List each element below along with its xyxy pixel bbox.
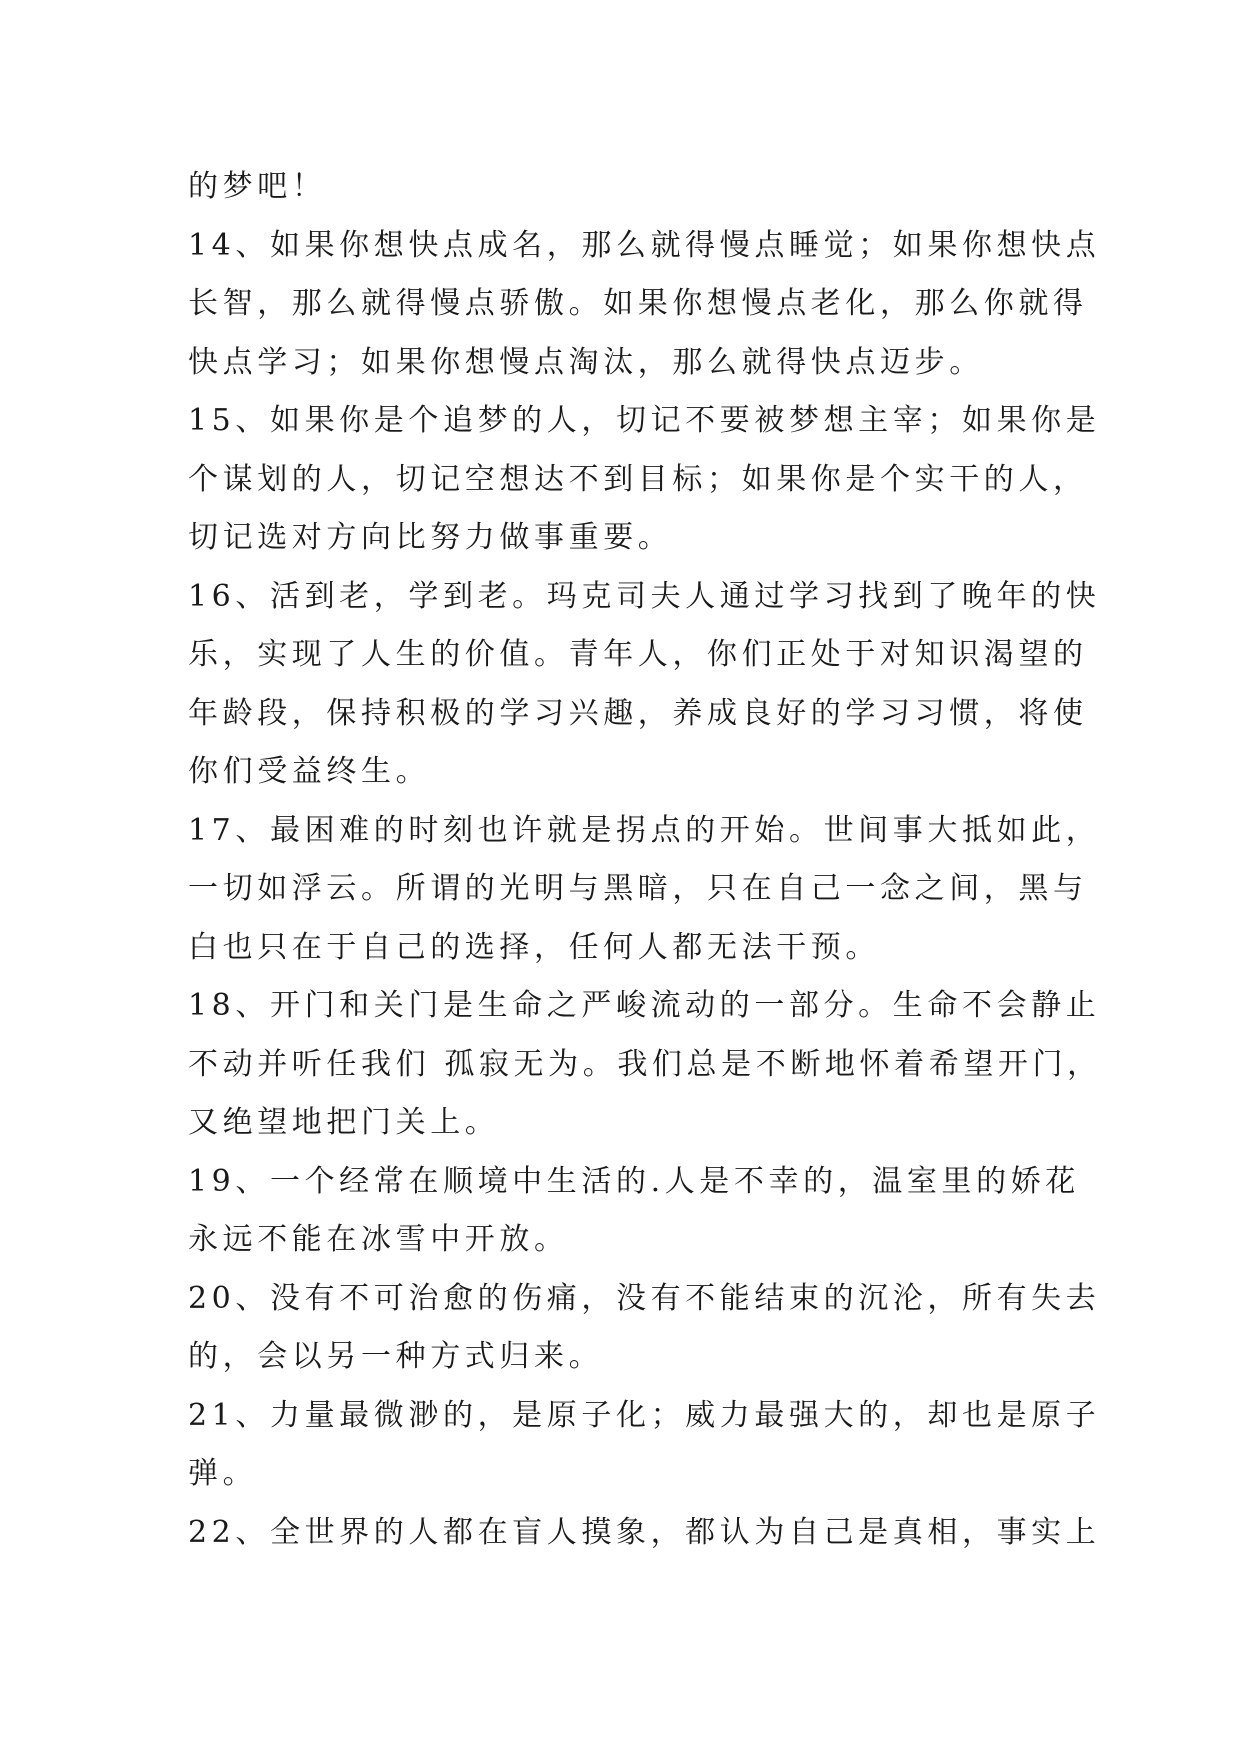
text-line: 21、力量最微渺的，是原子化；威力最强大的，却也是原子 xyxy=(188,1397,1101,1433)
text-line: 你们受益终生。 xyxy=(188,754,431,789)
text-line: 14、如果你想快点成名，那么就得慢点睡觉；如果你想快点 xyxy=(188,227,1101,263)
text-line: 22、全世界的人都在盲人摸象，都认为自己是真相，事实上 xyxy=(188,1514,1101,1550)
text-line: 个谋划的人，切记空想达不到目标；如果你是个实干的人， xyxy=(188,461,1088,497)
text-line: 乐，实现了人生的价值。青年人，你们正处于对知识渴望的 xyxy=(188,637,1088,672)
text-line: 17、最困难的时刻也许就是拐点的开始。世间事大抵如此， xyxy=(188,812,1101,848)
text-line: 永远不能在冰雪中开放。 xyxy=(188,1222,569,1257)
text-line: 的，会以另一种方式归来。 xyxy=(188,1339,604,1374)
text-line: 16、活到老，学到老。玛克司夫人通过学习找到了晚年的快 xyxy=(188,578,1101,614)
text-line: 又绝望地把门关上。 xyxy=(188,1105,500,1140)
text-line: 快点学习；如果你想慢点淘汰，那么就得快点迈步。 xyxy=(188,344,984,380)
text-line: 白也只在于自己的选择，任何人都无法干预。 xyxy=(188,929,880,965)
text-line: 弹。 xyxy=(188,1456,258,1491)
text-line: 一切如浮云。所谓的光明与黑暗，只在自己一念之间，黑与 xyxy=(188,871,1088,906)
text-line: 年龄段，保持积极的学习兴趣，养成良好的学习习惯，将使 xyxy=(188,695,1088,731)
text-line: 18、开门和关门是生命之严峻流动的一部分。生命不会静止 xyxy=(188,988,1101,1023)
text-line: 长智，那么就得慢点骄傲。如果你想慢点老化，那么你就得 xyxy=(188,286,1088,321)
document-body xyxy=(188,158,1102,1562)
text-line: 的梦吧！ xyxy=(188,169,327,204)
text-line: 20、没有不可治愈的伤痛，没有不能结束的沉沦，所有失去 xyxy=(188,1280,1101,1316)
text-line: 15、如果你是个追梦的人，切记不要被梦想主宰；如果你是 xyxy=(188,403,1101,438)
text-line: 切记选对方向比努力做事重要。 xyxy=(188,520,673,555)
text-line: 不动并听任我们 孤寂无为。我们总是不断地怀着希望开门， xyxy=(188,1046,1102,1082)
text-line: 19、一个经常在顺境中生活的.人是不幸的，温室里的娇花 xyxy=(188,1163,1080,1199)
